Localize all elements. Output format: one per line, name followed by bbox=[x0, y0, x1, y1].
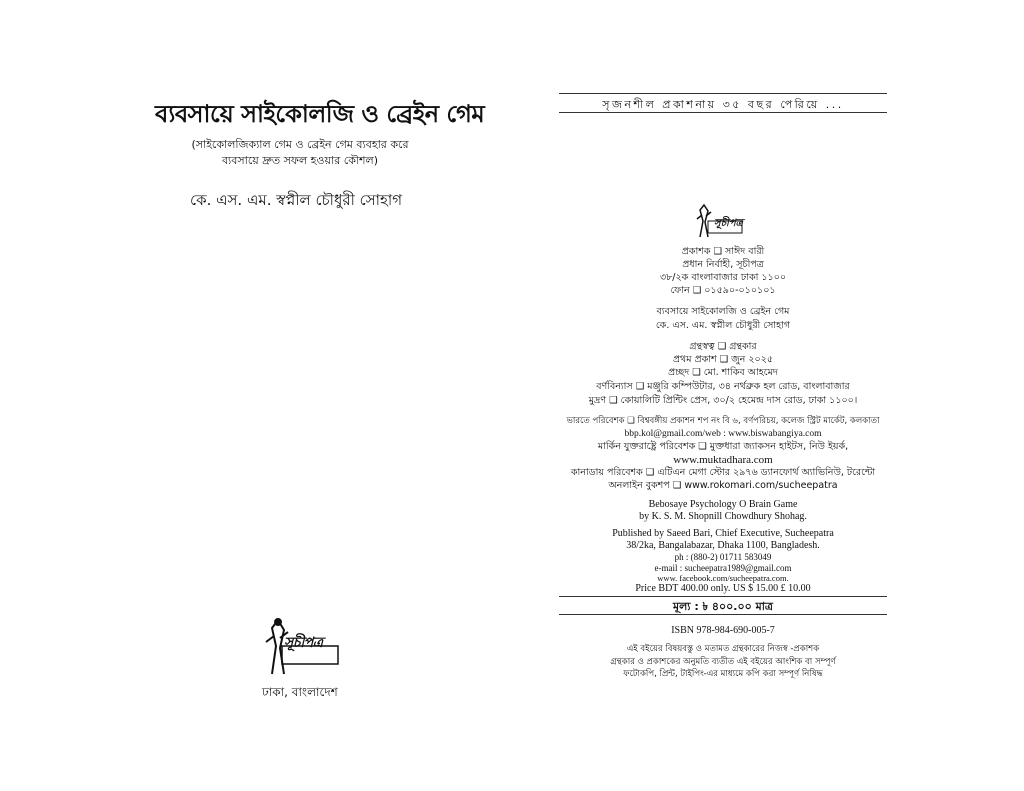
credit-line: প্রচ্ছদ ❑ মো. শাকিব আহমেদ bbox=[668, 367, 778, 378]
english-publisher-line: www. facebook.com/sucheepatra.com. bbox=[657, 573, 789, 583]
book-line: কে. এস. এম. স্বপ্নীল চৌধুরী সোহাগ bbox=[655, 320, 791, 331]
english-title-line: Bebosaye Psychology O Brain Game bbox=[648, 499, 798, 510]
publication-place: ঢাকা, বাংলাদেশ bbox=[262, 685, 338, 699]
notice-line: ফটোকপি, প্রিন্ট, টাইপিং-এর মাধ্যমে কপি করা সম্পূর্ণ নিষিদ্ধ bbox=[623, 669, 823, 679]
book-subtitle bbox=[150, 137, 450, 169]
isbn: ISBN 978-984-690-005-7 bbox=[671, 625, 775, 636]
book-title: ব্যবসায়ে সাইকোলজি ও ব্রেইন গেম bbox=[155, 100, 485, 128]
distribution-line: মার্কিন যুক্তরাষ্ট্রে পরিবেশক ❑ মুক্তধারা জ্যাকসন হাইটস, নিউ ইয়র্ক, bbox=[597, 441, 849, 452]
divider bbox=[559, 93, 887, 94]
publisher-tagline: সৃজনশীল প্রকাশনায় ৩৫ বছর পেরিয়ে ... bbox=[602, 98, 844, 111]
notice-line: এই বইয়ের বিষয়বস্তু ও মতামত গ্রন্থকারের নিজস্ব -প্রকাশক bbox=[626, 644, 820, 654]
distribution-line: অনলাইন বুকশপ ❑ www.rokomari.com/sucheepatra bbox=[608, 480, 838, 491]
english-publisher-line: Price BDT 400.00 only. US $ 15.00 £ 10.00 bbox=[635, 583, 811, 594]
price-bangla: মূল্য : ৳ ৪০০.০০ মাত্র bbox=[673, 600, 773, 613]
subtitle-line: (সাইকোলজিক্যাল গেম ও ব্রেইন গেম ব্যবহার করে bbox=[191, 138, 409, 151]
credit-line: প্রথম প্রকাশ ❑ জুন ২০২৫ bbox=[672, 354, 774, 365]
credit-line: বর্ণবিন্যাস ❑ মঞ্জুরি কম্পিউটার, ৩৪ নর্থব্রুক হল রোড, বাংলাবাজার bbox=[596, 381, 850, 392]
english-title-line: by K. S. M. Shopnill Chowdhury Shohag. bbox=[639, 511, 807, 522]
distribution-line: www.muktadhara.com bbox=[673, 454, 773, 466]
distribution-line: কানাডায় পরিবেশক ❑ এটিএন মেগা স্টোর ২৯৭৬ ড্যানফোর্থ অ্যাভিনিউ, টরেন্টো bbox=[570, 467, 876, 478]
notice-line: গ্রন্থকার ও প্রকাশকের অনুমতি ব্যতীত এই বইয়ের আংশিক বা সম্পূর্ণ bbox=[610, 657, 836, 667]
publisher-line: প্রকাশক ❑ সাঈদ বারী bbox=[681, 246, 765, 257]
divider bbox=[559, 596, 887, 597]
book-line: ব্যবসায়ে সাইকোলজি ও ব্রেইন গেম bbox=[656, 306, 790, 317]
english-publisher-line: ph : (880-2) 01711 583049 bbox=[674, 552, 772, 562]
divider bbox=[559, 112, 887, 113]
subtitle-line: ব্যবসায়ে দ্রুত সফল হওয়ার কৌশল) bbox=[221, 154, 379, 167]
distribution-line: bbp.kol@gmail.com/web : www.biswabangiya.com bbox=[624, 429, 822, 439]
english-publisher-line: 38/2ka, Bangalabazar, Dhaka 1100, Bangladesh. bbox=[626, 540, 820, 551]
divider bbox=[559, 614, 887, 615]
publisher-line: ৩৮/২ক বাংলাবাজার ঢাকা ১১০০ bbox=[659, 272, 787, 283]
english-publisher-line: e-mail : sucheepatra1989@gmail.com bbox=[654, 563, 792, 573]
logo-text-small: সূচীপত্র bbox=[714, 218, 743, 229]
logo-text: সূচীপত্র bbox=[284, 635, 323, 651]
distribution-line: ভারতে পরিবেশক ❑ বিশ্ববঙ্গীয় প্রকাশন শপ নং বি ৬, বর্ণপরিচয়, কলেজ স্ট্রিট মার্কেট, কলকাতা bbox=[566, 416, 880, 426]
author-name: কে. এস. এম. স্বপ্নীল চৌধুরী সোহাগ bbox=[190, 191, 403, 209]
english-publisher-line: Published by Saeed Bari, Chief Executive, Sucheepatra bbox=[612, 528, 834, 539]
publisher-line: ফোন ❑ ০১৫৯০-০১০১০১ bbox=[670, 285, 776, 296]
credit-line: মুদ্রণ ❑ কোয়ালিটি প্রিন্টিং প্রেস, ৩০/২ হেমেন্দ্র দাস রোড, ঢাকা ১১০০। bbox=[588, 395, 858, 406]
credit-line: গ্রন্থস্বত্ব ❑ গ্রন্থকার bbox=[689, 341, 757, 352]
publisher-line: প্রধান নির্বাহী, সূচীপত্র bbox=[682, 259, 764, 270]
